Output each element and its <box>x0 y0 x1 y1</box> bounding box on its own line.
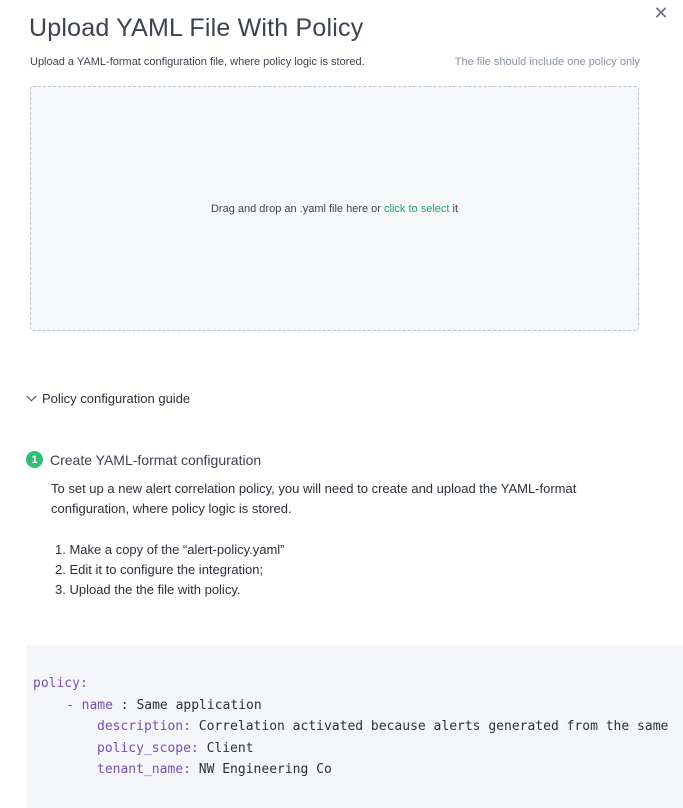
dropzone-text-after: it <box>449 202 459 215</box>
code-key: tenant_name: <box>97 762 191 777</box>
dialog-title: Upload YAML File With Policy <box>29 14 364 42</box>
code-line <box>97 716 668 738</box>
code-value: NW Engineering Co <box>190 762 332 777</box>
close-icon[interactable]: ✕ <box>653 3 669 23</box>
step-description: To set up a new alert correlation policy, you will need to create and upload the YAML-format configuration, where policy logic is stored. <box>51 481 577 516</box>
code-value: : Same application <box>112 697 262 713</box>
code-line <box>97 738 254 760</box>
policy-guide-label: Policy configuration guide <box>42 391 191 406</box>
dialog-subtitle: Upload a YAML-format configuration file, where policy logic is stored. <box>30 56 365 68</box>
list-item: 2. Edit it to configure the integration; <box>55 562 264 577</box>
policy-guide-toggle[interactable] <box>26 391 190 406</box>
step-title: Create YAML-format configuration <box>50 451 262 468</box>
code-key: policy_scope: <box>97 740 199 756</box>
code-key: name <box>81 697 113 713</box>
code-line <box>33 673 88 695</box>
list-item: 1. Make a copy of the “alert-policy.yaml” <box>55 542 285 557</box>
code-value: Correlation activated because alerts generated from the same <box>190 719 669 734</box>
code-key: description: <box>97 719 191 734</box>
file-hint: The file should include one policy only <box>454 56 640 68</box>
chevron-down-icon <box>27 392 37 402</box>
step-instructions-list <box>55 540 285 600</box>
code-key: policy: <box>33 676 88 691</box>
file-dropzone[interactable] <box>30 86 639 331</box>
dropzone-text <box>211 203 458 215</box>
list-item: 3. Upload the the file with policy. <box>55 582 241 597</box>
code-line <box>66 695 262 717</box>
yaml-code-block <box>26 645 683 808</box>
dropzone-text-before: Drag and drop an .yaml file here or <box>210 202 385 215</box>
step-header <box>26 451 261 468</box>
click-to-select-link[interactable]: click to select <box>384 202 450 215</box>
code-line <box>97 759 332 781</box>
code-value: Client <box>198 740 254 756</box>
code-dash: - <box>66 697 82 713</box>
step-number-badge: 1 <box>26 451 43 468</box>
